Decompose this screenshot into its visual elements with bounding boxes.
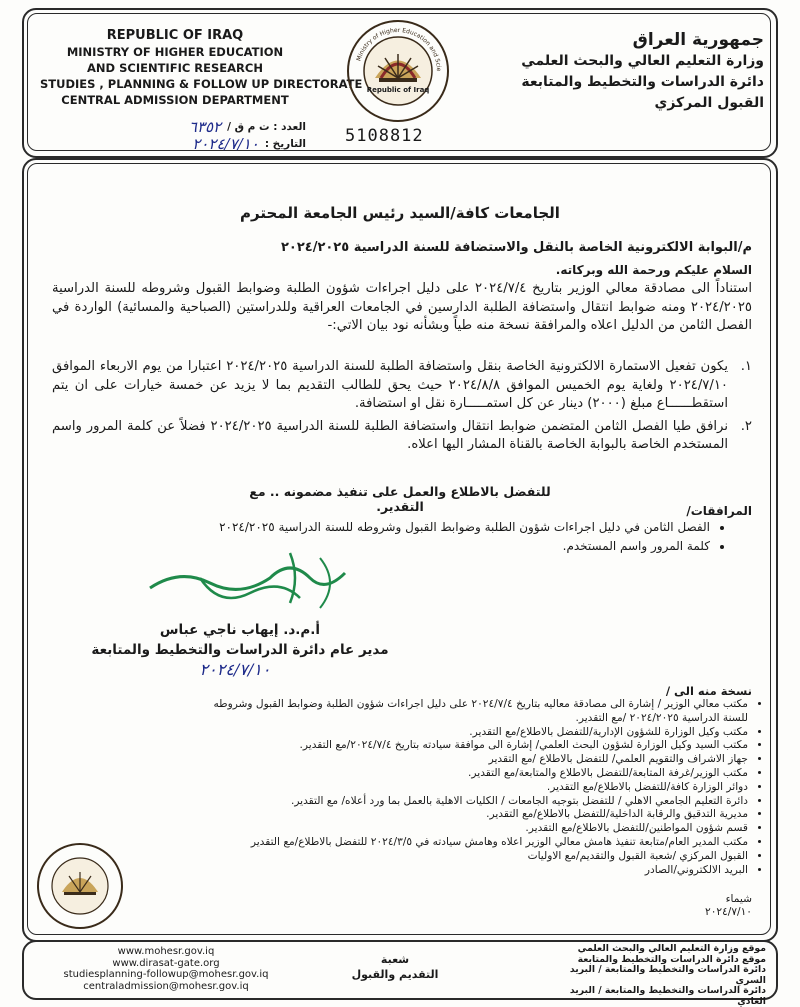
footer-label: موقع دائرة الدراسات والتخطيط والمتابعة: [577, 953, 766, 965]
footer-section: [320, 952, 470, 982]
copy-recipient: • البريد الالكتروني/الصادر: [58, 864, 748, 878]
footer-email[interactable]: centraladmission@mohesr.gov.iq: [83, 980, 249, 992]
handwritten-signature: [140, 548, 370, 628]
date-label: التاريخ :: [264, 137, 306, 150]
arabic-letterhead: [514, 30, 764, 114]
copies-date: ٢٠٢٤/٧/١٠: [705, 906, 752, 918]
svg-text:Ministry of Higher Education a: Ministry of Higher Education and Scie: [355, 26, 443, 72]
signature-date: [170, 660, 300, 679]
copy-recipient: • مكتب معالي الوزير / إشارة الى مصادقة معاليه بتاريخ ٢٠٢٤/٧/٤ على دليل اجراءات شؤون الطلبة وضوابط القبول وشروطه: [58, 698, 748, 712]
footer-link[interactable]: www.mohesr.gov.iq: [117, 946, 215, 957]
footer-contacts: [36, 946, 296, 992]
document-number: 5108812: [345, 126, 424, 146]
item-text: يكون تفعيل الاستمارة الالكترونية الخاصة بنقل واستضافة الطلبة للسنة الدراسية ٢٠٢٤/٢٠٢٥ اعتبارا من يوم الاربعاء الموافق ٢٠٢٤/٧/١٠ ولغاية يوم الخميس الموافق ٢٠٢٤/٨/٨ حيث يحق للطالب التقديم بما لا يزيد عن خمسة خيارات على ان يتم استقطــــــاع مبلغ (٢٠٠٠) دينار عن كل استمـــــارة نقل او استضافة.: [52, 359, 728, 411]
attachments-title: المرافقات/: [686, 504, 752, 518]
footer-label: دائرة الدراسات والتخطيط والمتابعة / البريد السري: [569, 964, 766, 986]
footer-label: موقع وزارة التعليم العالي والبحث العلمي: [577, 943, 766, 954]
reference-date-row: [56, 135, 306, 152]
signatory-name: أ.م.د. إيهاب ناجي عباس: [159, 622, 321, 638]
item-number: ١.: [740, 359, 752, 374]
copy-recipient: • مكتب السيد وكيل الوزارة لشؤون البحث العلمي/ إشارة الى موافقة سيادته بتاريخ ٢٠٢٤/٧/٤/مع التقدير.: [58, 739, 748, 753]
footer-section-line: شعبة: [380, 953, 410, 966]
letterhead-line-ar: القبول المركزي: [654, 95, 764, 111]
reference-date: ٢٠٢٤/٧/١٠: [192, 134, 259, 153]
reference-number-row: [56, 118, 306, 135]
department-stamp: [36, 842, 124, 930]
item-number: ٢.: [740, 418, 752, 434]
numbered-items: [52, 358, 752, 459]
letterhead-line-ar: جمهورية العراق: [632, 30, 764, 50]
copy-recipient: • جهاز الاشراف والتقويم العلمي/ للتفضل بالاطلاع /مع التقدير: [58, 753, 748, 767]
stamp-icon: [36, 842, 124, 930]
letterhead-line-ar: دائرة الدراسات والتخطيط والمتابعة: [521, 74, 764, 90]
signatory: [60, 620, 420, 660]
main-paragraph: استناداً الى مصادقة معالي الوزير بتاريخ ٢٠٢٤/٧/٤ على دليل اجراءات شؤون الطلبة وضوابط القبول وشروطه للسنة الدراسية ٢٠٢٤/٢٠٢٥ ومنه ضوابط انتقال واستضافة الطلبة الدارسين في الجامعات العراقية وللدراستين (الصباحية والمسائية) الواردة في الفصل الثامن من الدليل اعلاه والمرافقة نسخة منه طياً وبشأنه نود بيان الاتي:-: [52, 281, 752, 333]
letterhead-line: MINISTRY OF HIGHER EDUCATION: [66, 45, 284, 59]
reference-label: العدد : ت م ق /: [227, 120, 306, 133]
letterhead-line: CENTRAL ADMISSION DEPARTMENT: [61, 93, 289, 107]
item-text: نرافق طيا الفصل الثامن المتضمن ضوابط انتقال واستضافة الطلبة للسنة الدراسية ٢٠٢٤/٢٠٢٥ فضلاً عن كلمة المرور واسم المستخدم الخاصة بالبوابة الخاصة بالقناة المشار اليها اعلاه.: [52, 418, 728, 452]
ministry-seal-logo: [345, 18, 451, 124]
footer-labels: [546, 944, 766, 1007]
closing-line: للتفضل بالاطلاع والعمل على تنفيذ مضمونه .. مع التقدير.: [249, 484, 551, 514]
reference-number: ٦٣٥٢: [188, 117, 222, 136]
addressee: الجامعات كافة/السيد رئيس الجامعة المحترم: [240, 204, 560, 222]
clerk-initials: شيماء: [725, 893, 752, 905]
letterhead-line: REPUBLIC OF IRAQ: [106, 28, 244, 43]
copies-list: [58, 698, 760, 877]
english-letterhead: [40, 28, 363, 108]
copy-recipient: • مكتب الوزير/غرفة المتابعة/للتفضل بالاطلاع والمتابعة/مع التقدير.: [58, 767, 748, 781]
copy-recipient: • مكتب المدير العام/متابعة تنفيذ هامش معالي الوزير اعلاه وهامش سيادته في ٢٠٢٤/٣/٥ للتفضل بالاطلاع/مع التقدير: [58, 836, 748, 850]
copy-recipient: • مكتب وكيل الوزارة للشؤون الإدارية/للتفضل بالاطلاع/مع التقدير.: [58, 726, 748, 740]
letterhead-line: AND SCIENTIFIC RESEARCH: [87, 61, 263, 75]
signature-date-value: ٢٠٢٤/٧/١٠: [199, 660, 271, 679]
copies-footer: [552, 893, 752, 919]
footer-link[interactable]: www.dirasat-gate.org: [112, 957, 220, 969]
copy-recipient: • دوائر الوزارة كافة/للتفضل بالاطلاع/مع التقدير.: [58, 781, 748, 795]
seal-icon: [345, 18, 451, 124]
list-item: [52, 358, 752, 414]
footer-email[interactable]: studiesplanning-followup@mohesr.gov.iq: [63, 969, 269, 980]
letterhead-line-ar: وزارة التعليم العالي والبحث العلمي: [521, 53, 764, 69]
copy-recipient: • القبول المركزي /شعبة القبول والتقديم/مع الاوليات: [58, 850, 748, 864]
copy-recipient: • قسم شؤون المواطنين/للتفضل بالاطلاع/مع التقدير.: [58, 822, 748, 836]
footer-label: دائرة الدراسات والتخطيط والمتابعة / البريد العادي: [569, 985, 766, 1007]
copy-recipient: • مديرية التدقيق والرقابة الداخلية/للتفضل بالاطلاع/مع التقدير.: [58, 808, 748, 822]
signature-icon: [140, 548, 370, 628]
list-item: [52, 418, 752, 455]
attachment-item: • الفصل الثامن في دليل اجراءات شؤون الطلبة وضوابط القبول وشروطه للسنة الدراسية ٢٠٢٤/٢٠٢٥: [50, 518, 710, 537]
seal-caption: Republic of Iraq: [366, 86, 430, 94]
greeting: السلام عليكم ورحمة الله وبركاته.: [555, 263, 752, 277]
copy-recipient-continued: للسنة الدراسية ٢٠٢٤/٢٠٢٥ /مع التقدير.: [575, 711, 748, 724]
subject-line: م/البوابة الالكترونية الخاصة بالنقل والاستضافة للسنة الدراسية ٢٠٢٤/٢٠٢٥: [280, 240, 752, 255]
attachment-item: • كلمة المرور واسم المستخدم.: [50, 537, 710, 556]
signatory-title: مدير عام دائرة الدراسات والتخطيط والمتابعة: [91, 642, 389, 658]
copy-recipient: • دائرة التعليم الجامعي الاهلي / للتفضل بتوجيه الجامعات / الكليات الاهلية بالعمل بما ورد أعلاه/ مع التقدير.: [58, 795, 748, 809]
footer-section-line: التقديم والقبول: [351, 968, 439, 981]
reference-block: [56, 118, 306, 152]
copies-title: نسخة منه الى /: [665, 684, 752, 698]
letterhead-line: STUDIES , PLANNING & FOLLOW UP DIRECTORATE: [40, 77, 363, 91]
